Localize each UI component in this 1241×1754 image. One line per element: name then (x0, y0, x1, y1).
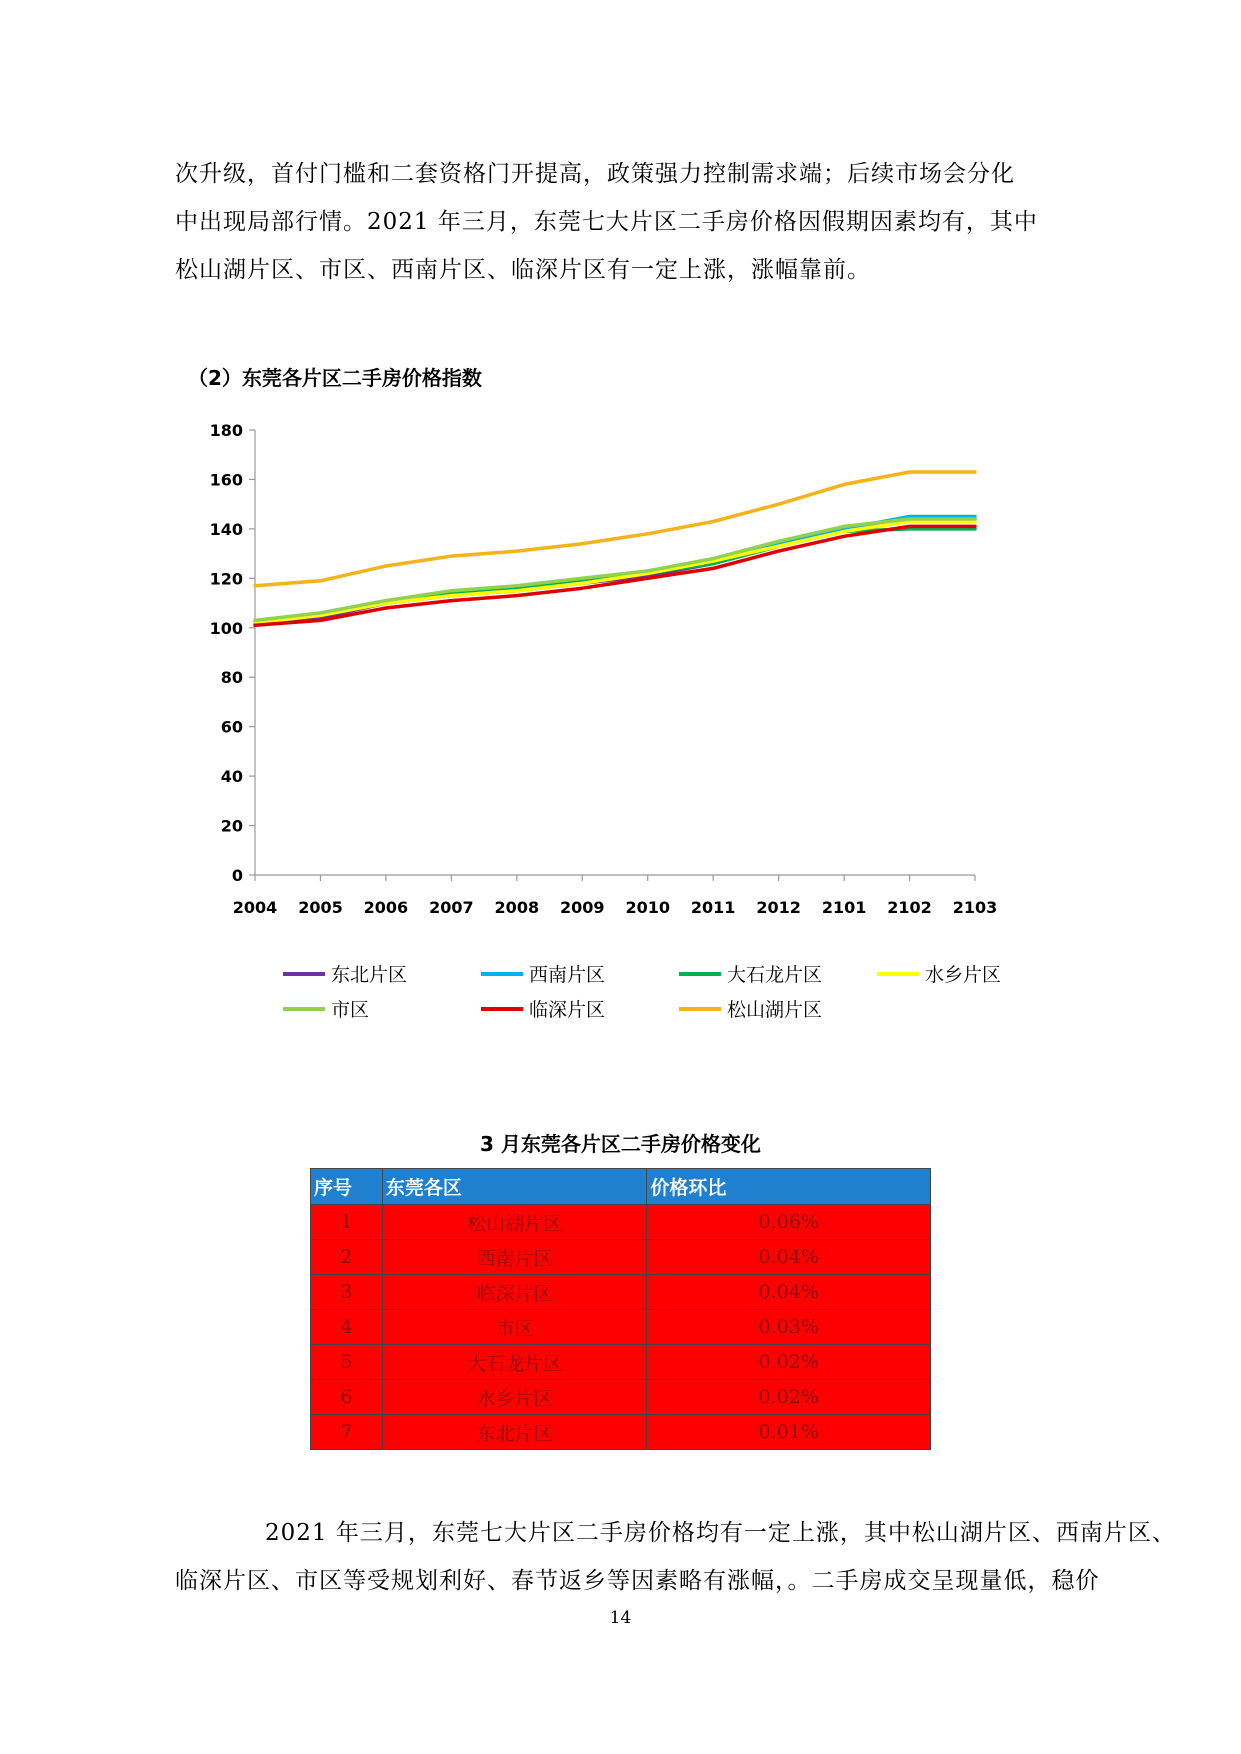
legend-item (481, 995, 679, 1022)
x-tick-label: 2008 (494, 898, 540, 917)
intro-line: 次升级，首付门槛和二套资格门开提高，政策强力控制需求端；后续市场会分化 (175, 161, 1015, 187)
x-tick-label: 2007 (429, 898, 474, 917)
page-number: 14 (609, 1608, 632, 1628)
cell-index: 1 (311, 1205, 383, 1240)
cell-mom-change: 0.03% (647, 1310, 931, 1345)
y-tick-label: 20 (220, 816, 243, 836)
legend-swatch (877, 972, 919, 976)
legend-label: 西南片区 (529, 964, 606, 986)
section-heading: （2）东莞各片区二手房价格指数 (188, 366, 482, 390)
y-tick-label: 100 (209, 618, 243, 638)
header-index: 序号 (311, 1169, 383, 1205)
table-row (311, 1240, 931, 1275)
x-tick-label: 2011 (690, 898, 736, 917)
table-row (311, 1415, 931, 1450)
y-tick-label: 160 (209, 470, 243, 490)
chart-legend (283, 960, 1075, 1022)
x-tick-label: 2103 (952, 898, 998, 917)
cell-mom-change: 0.01% (647, 1415, 931, 1450)
cell-district: 临深片区 (382, 1275, 647, 1310)
intro-paragraph (175, 150, 1070, 294)
table-row (311, 1345, 931, 1380)
x-tick-label: 2102 (887, 898, 932, 917)
cell-index: 6 (311, 1380, 383, 1415)
legend-swatch (481, 972, 523, 976)
intro-line: 中出现局部行情。2021 年三月，东莞七大片区二手房价格因假期因素均有，其中 (175, 209, 1038, 235)
legend-item (679, 995, 877, 1022)
y-tick-label: 40 (220, 767, 243, 787)
y-tick-label: 140 (209, 519, 243, 539)
cell-district: 西南片区 (382, 1240, 647, 1275)
legend-label: 东北片区 (331, 964, 408, 986)
legend-item (481, 960, 679, 987)
x-tick-label: 2009 (560, 898, 605, 917)
table-header-row (311, 1169, 931, 1205)
cell-district: 市区 (382, 1310, 647, 1345)
legend-swatch (679, 1007, 721, 1011)
legend-label: 水乡片区 (925, 964, 1002, 986)
cell-mom-change: 0.02% (647, 1345, 931, 1380)
table-row (311, 1380, 931, 1415)
x-tick-label: 2005 (298, 898, 343, 917)
cell-index: 7 (311, 1415, 383, 1450)
cell-district: 大石龙片区 (382, 1345, 647, 1380)
legend-item (283, 960, 481, 987)
price-index-line-chart (190, 420, 1010, 920)
cell-index: 4 (311, 1310, 383, 1345)
cell-district: 水乡片区 (382, 1380, 647, 1415)
table-title: 3 月东莞各片区二手房价格变化 (480, 1132, 761, 1156)
closing-line: 临深片区、市区等受规划利好、春节返乡等因素略有涨幅，。二手房成交呈现量低，稳价 (175, 1568, 1100, 1594)
closing-line: 2021 年三月，东莞七大片区二手房价格均有一定上涨，其中松山湖片区、西南片区、 (265, 1520, 1176, 1546)
closing-paragraph (175, 1509, 1176, 1605)
table-row (311, 1275, 931, 1310)
cell-mom-change: 0.04% (647, 1240, 931, 1275)
legend-item (283, 995, 481, 1022)
cell-index: 3 (311, 1275, 383, 1310)
x-tick-label: 2006 (363, 898, 409, 917)
legend-swatch (283, 1007, 325, 1011)
legend-label: 松山湖片区 (727, 999, 823, 1021)
y-tick-label: 60 (220, 717, 243, 737)
cell-index: 2 (311, 1240, 383, 1275)
cell-index: 5 (311, 1345, 383, 1380)
legend-swatch (679, 972, 721, 976)
legend-label: 临深片区 (529, 999, 606, 1021)
legend-label: 大石龙片区 (727, 964, 823, 986)
x-tick-label: 2004 (232, 898, 278, 917)
legend-item (877, 960, 1075, 987)
cell-district: 东北片区 (382, 1415, 647, 1450)
cell-mom-change: 0.06% (647, 1205, 931, 1240)
intro-line: 松山湖片区、市区、西南片区、临深片区有一定上涨，涨幅靠前。 (175, 257, 871, 283)
legend-swatch (481, 1007, 523, 1011)
y-tick-label: 80 (220, 668, 243, 688)
y-tick-label: 180 (209, 421, 243, 440)
legend-swatch (283, 972, 325, 976)
legend-label: 市区 (331, 999, 370, 1021)
x-tick-label: 2010 (625, 898, 670, 917)
x-tick-label: 2012 (756, 898, 801, 917)
cell-mom-change: 0.04% (647, 1275, 931, 1310)
legend-item (679, 960, 877, 987)
y-tick-label: 0 (231, 866, 243, 885)
table-row (311, 1205, 931, 1240)
header-district: 东莞各区 (382, 1169, 647, 1205)
price-change-table (310, 1168, 931, 1450)
header-mom-change: 价格环比 (647, 1169, 931, 1205)
table-row (311, 1310, 931, 1345)
x-tick-label: 2101 (821, 898, 867, 917)
cell-mom-change: 0.02% (647, 1380, 931, 1415)
y-tick-label: 120 (209, 569, 243, 589)
cell-district: 松山湖片区 (382, 1205, 647, 1240)
